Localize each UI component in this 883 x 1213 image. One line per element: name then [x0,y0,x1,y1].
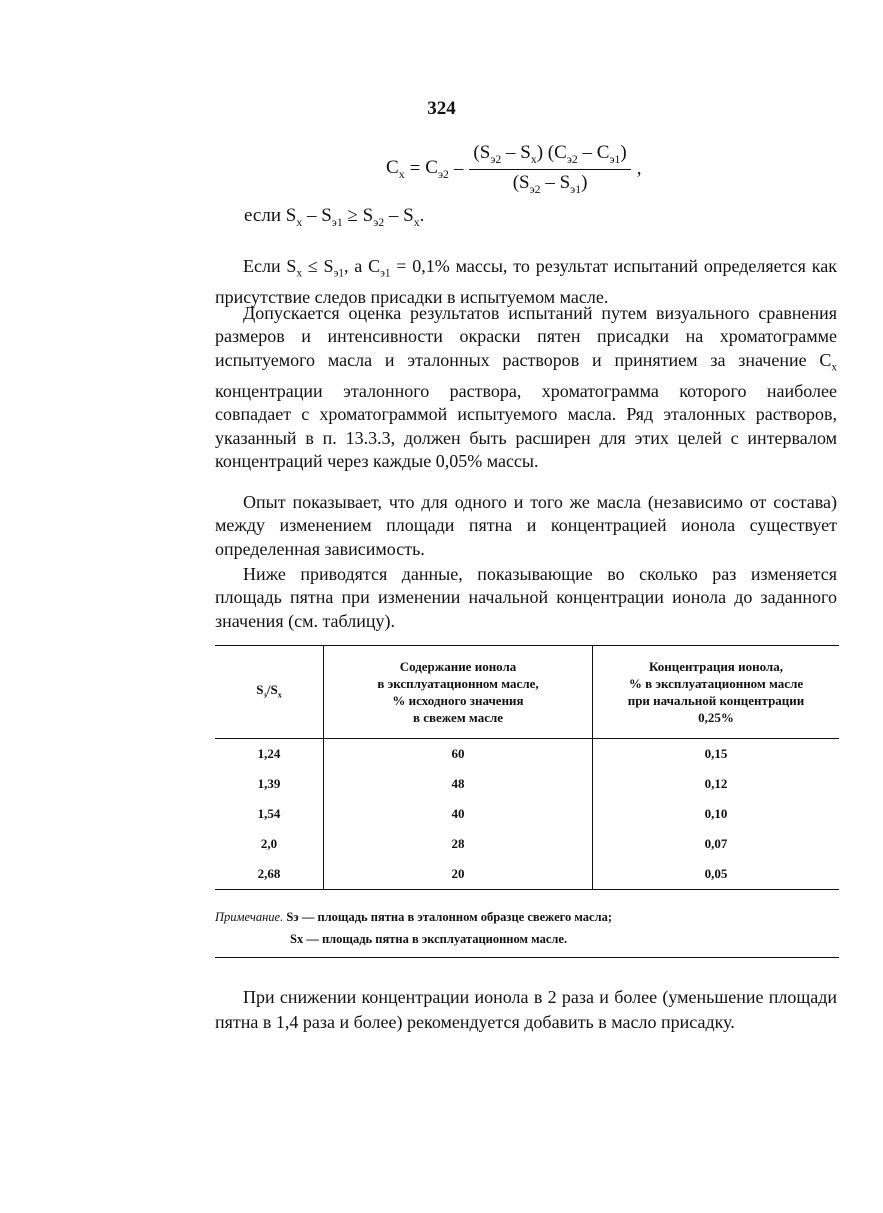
formula-lhs: $C_x$ [386,156,405,181]
cell-content: 48 [324,769,593,799]
table-row [215,829,839,859]
formula-minus: – [453,158,464,180]
page-number: 324 [427,98,456,119]
note-line-2: Sx — площадь пятна в эксплуатационном масле. [290,932,568,946]
header-content: Содержание ионола в эксплуатационном масле, % исходного значения в свежем масле [324,646,593,739]
table-header-row [215,646,839,739]
formula-comma: , [636,158,642,180]
cell-concentration: 0,15 [593,739,840,770]
table-row [215,769,839,799]
paragraph-4: Ниже приводятся данные, показывающие во сколько раз изменяется площадь пятна при изменении начальной концентрации ионола до заданного значения (см. таблицу). [215,564,837,631]
cell-ratio: 2,68 [215,859,324,890]
cell-concentration: 0,07 [593,829,840,859]
cell-content: 60 [324,739,593,770]
table-note [215,906,839,950]
cell-ratio: 1,39 [257,776,281,791]
cell-concentration: 0,05 [593,859,840,890]
paragraph-3: Опыт показывает, что для одного и того же масла (независимо от состава) между изменением площади пятна и концентрацией ионола существует определенная зависимость. [215,492,837,559]
formula-c-e2: $C_{э2}$ [425,156,449,181]
header-ratio: $S_э/S_x$ [215,646,324,739]
cell-ratio: 1,54 [257,806,281,821]
header-concentration: Концентрация ионола, % в эксплуатационном масле при начальной концентрации 0,25% [593,646,840,739]
formula [386,140,641,199]
cell-content: 28 [324,829,593,859]
paragraph-5: При снижении концентрации ионола в 2 раза и более (уменьшение площади пятна в 1,4 раза и более) рекомендуется добавить в масло присадку. [215,987,837,1032]
paragraph-1: Если $S_x \le S_{э1}$, а $C_{э1} = 0,1\%$ массы, то результат испытаний определяется как присутствие следов присадки в испытуемом масле. [215,256,837,307]
cell-content: 20 [324,859,593,890]
divider [215,957,839,958]
note-line-1: Примечание. Sэ — площадь пятна в эталонном образце свежего масла; [215,910,613,924]
formula-denominator: $(S_{э2} - S_{э1})$ [512,171,588,196]
table-row [215,799,839,829]
cell-ratio: 2,0 [260,836,278,851]
formula-fraction [469,140,630,199]
condition-line: если $S_x - S_{э1} \ge S_{э2} - S_x$. [244,205,425,229]
cell-content: 40 [324,799,593,829]
formula-equals: = [409,158,421,180]
table-row [215,739,839,770]
cell-concentration: 0,12 [593,769,840,799]
data-table [215,645,839,890]
cell-concentration: 0,10 [593,799,840,829]
cell-ratio: 1,24 [257,746,281,761]
paragraph-2: Допускается оценка результатов испытаний путем визуального сравнения размеров и интенсивности окраски пятен присадки на хроматограмме испытуемого масла и эталонных растворов и принятием за значение $C_x$ концентрации эталонного раствора, хроматограмма которого наиболее совпадает с хроматограммой испытуемого масла. Ряд эталонных растворов, указанный в п. 13.3.3, должен быть расширен для этих целей с интервалом концентраций через каждые 0,05% массы. [215,303,837,472]
formula-numerator: $(S_{э2} - S_x)$ $(C_{э2} - C_{э1})$ [469,140,630,170]
table-row [215,859,839,890]
note-label: Примечание. [215,910,284,924]
